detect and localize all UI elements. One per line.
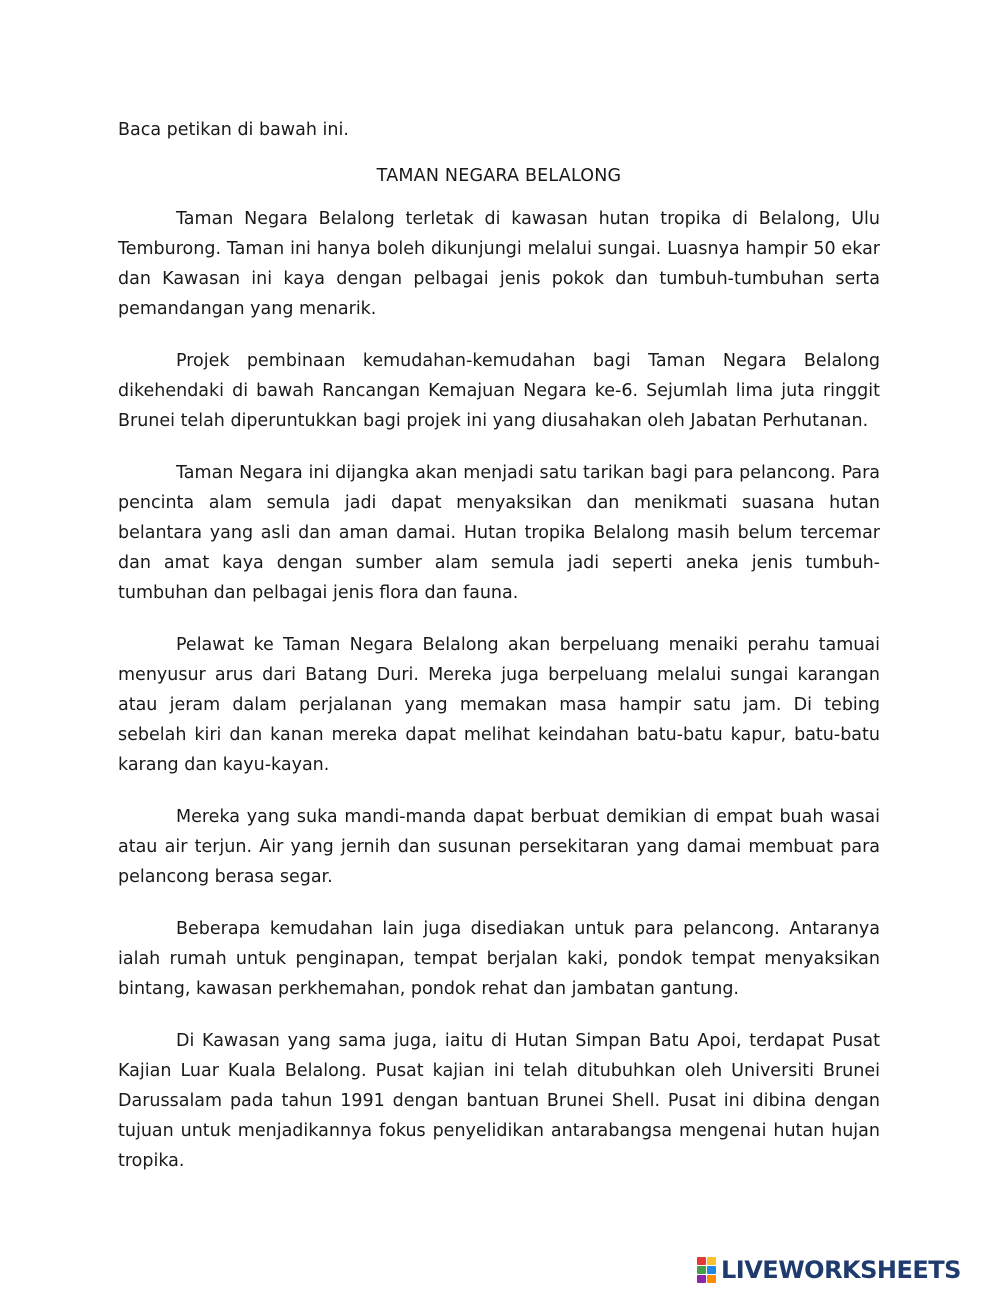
paragraph-4: Pelawat ke Taman Negara Belalong akan berpeluang menaiki perahu tamuai menyusur arus dari Batang Duri. Mereka juga berpeluang melalui sungai karangan atau jeram dalam perjalanan yang memakan masa hampir satu jam. Di tebing sebelah kiri dan kanan mereka dapat melihat keindahan batu-batu kapur, batu-batu karang dan kayu-kayan. xyxy=(118,635,880,775)
instruction-text: Baca petikan di bawah ini. xyxy=(118,120,349,140)
paragraph-6: Beberapa kemudahan lain juga disediakan untuk para pelancong. Antaranya ialah rumah untuk penginapan, tempat berjalan kaki, pondok tempat menyaksikan bintang, kawasan perkhemahan, pondok rehat dan jambatan gantung. xyxy=(118,919,880,999)
logo-block-4 xyxy=(707,1266,716,1274)
passage-title: TAMAN NEGARA BELALONG xyxy=(376,166,622,186)
liveworksheets-watermark xyxy=(697,1253,961,1287)
paragraph-7: Di Kawasan yang sama juga, iaitu di Hutan Simpan Batu Apoi, terdapat Pusat Kajian Luar Kuala Belalong. Pusat kajian ini telah ditubuhkan oleh Universiti Brunei Darussalam pada tahun 1991 dengan bantuan Brunei Shell. Pusat ini dibina dengan tujuan untuk menjadikannya fokus penyelidikan antarabangsa mengenai hutan hujan tropika. xyxy=(118,1031,880,1171)
liveworksheets-logo-icon xyxy=(697,1257,717,1283)
logo-block-2 xyxy=(707,1257,716,1265)
paragraph-5: Mereka yang suka mandi-manda dapat berbuat demikian di empat buah wasai atau air terjun. Air yang jernih dan susunan persekitaran yang damai membuat para pelancong berasa segar. xyxy=(118,807,880,887)
paragraph-2: Projek pembinaan kemudahan-kemudahan bagi Taman Negara Belalong dikehendaki di bawah Rancangan Kemajuan Negara ke-6. Sejumlah lima juta ringgit Brunei telah diperuntukkan bagi projek ini yang diusahakan oleh Jabatan Perhutanan. xyxy=(118,351,880,431)
paragraph-3: Taman Negara ini dijangka akan menjadi satu tarikan bagi para pelancong. Para pencinta alam semula jadi dapat menyaksikan dan menikmati suasana hutan belantara yang asli dan aman damai. Hutan tropika Belalong masih belum tercemar dan amat kaya dengan sumber alam semula jadi seperti aneka jenis tumbuh-tumbuhan dan pelbagai jenis flora dan fauna. xyxy=(118,463,880,603)
paragraph-1: Taman Negara Belalong terletak di kawasan hutan tropika di Belalong, Ulu Temburong. Taman ini hanya boleh dikunjungi melalui sungai. Luasnya hampir 50 ekar dan Kawasan ini kaya dengan pelbagai jenis pokok dan tumbuh-tumbuhan serta pemandangan yang menarik. xyxy=(118,209,880,319)
logo-block-3 xyxy=(697,1266,706,1274)
logo-block-1 xyxy=(697,1257,706,1265)
logo-block-5 xyxy=(697,1275,706,1283)
liveworksheets-wordmark: LIVEWORKSHEETS xyxy=(721,1256,961,1284)
worksheet-page xyxy=(118,115,880,1198)
logo-block-6 xyxy=(707,1275,716,1283)
